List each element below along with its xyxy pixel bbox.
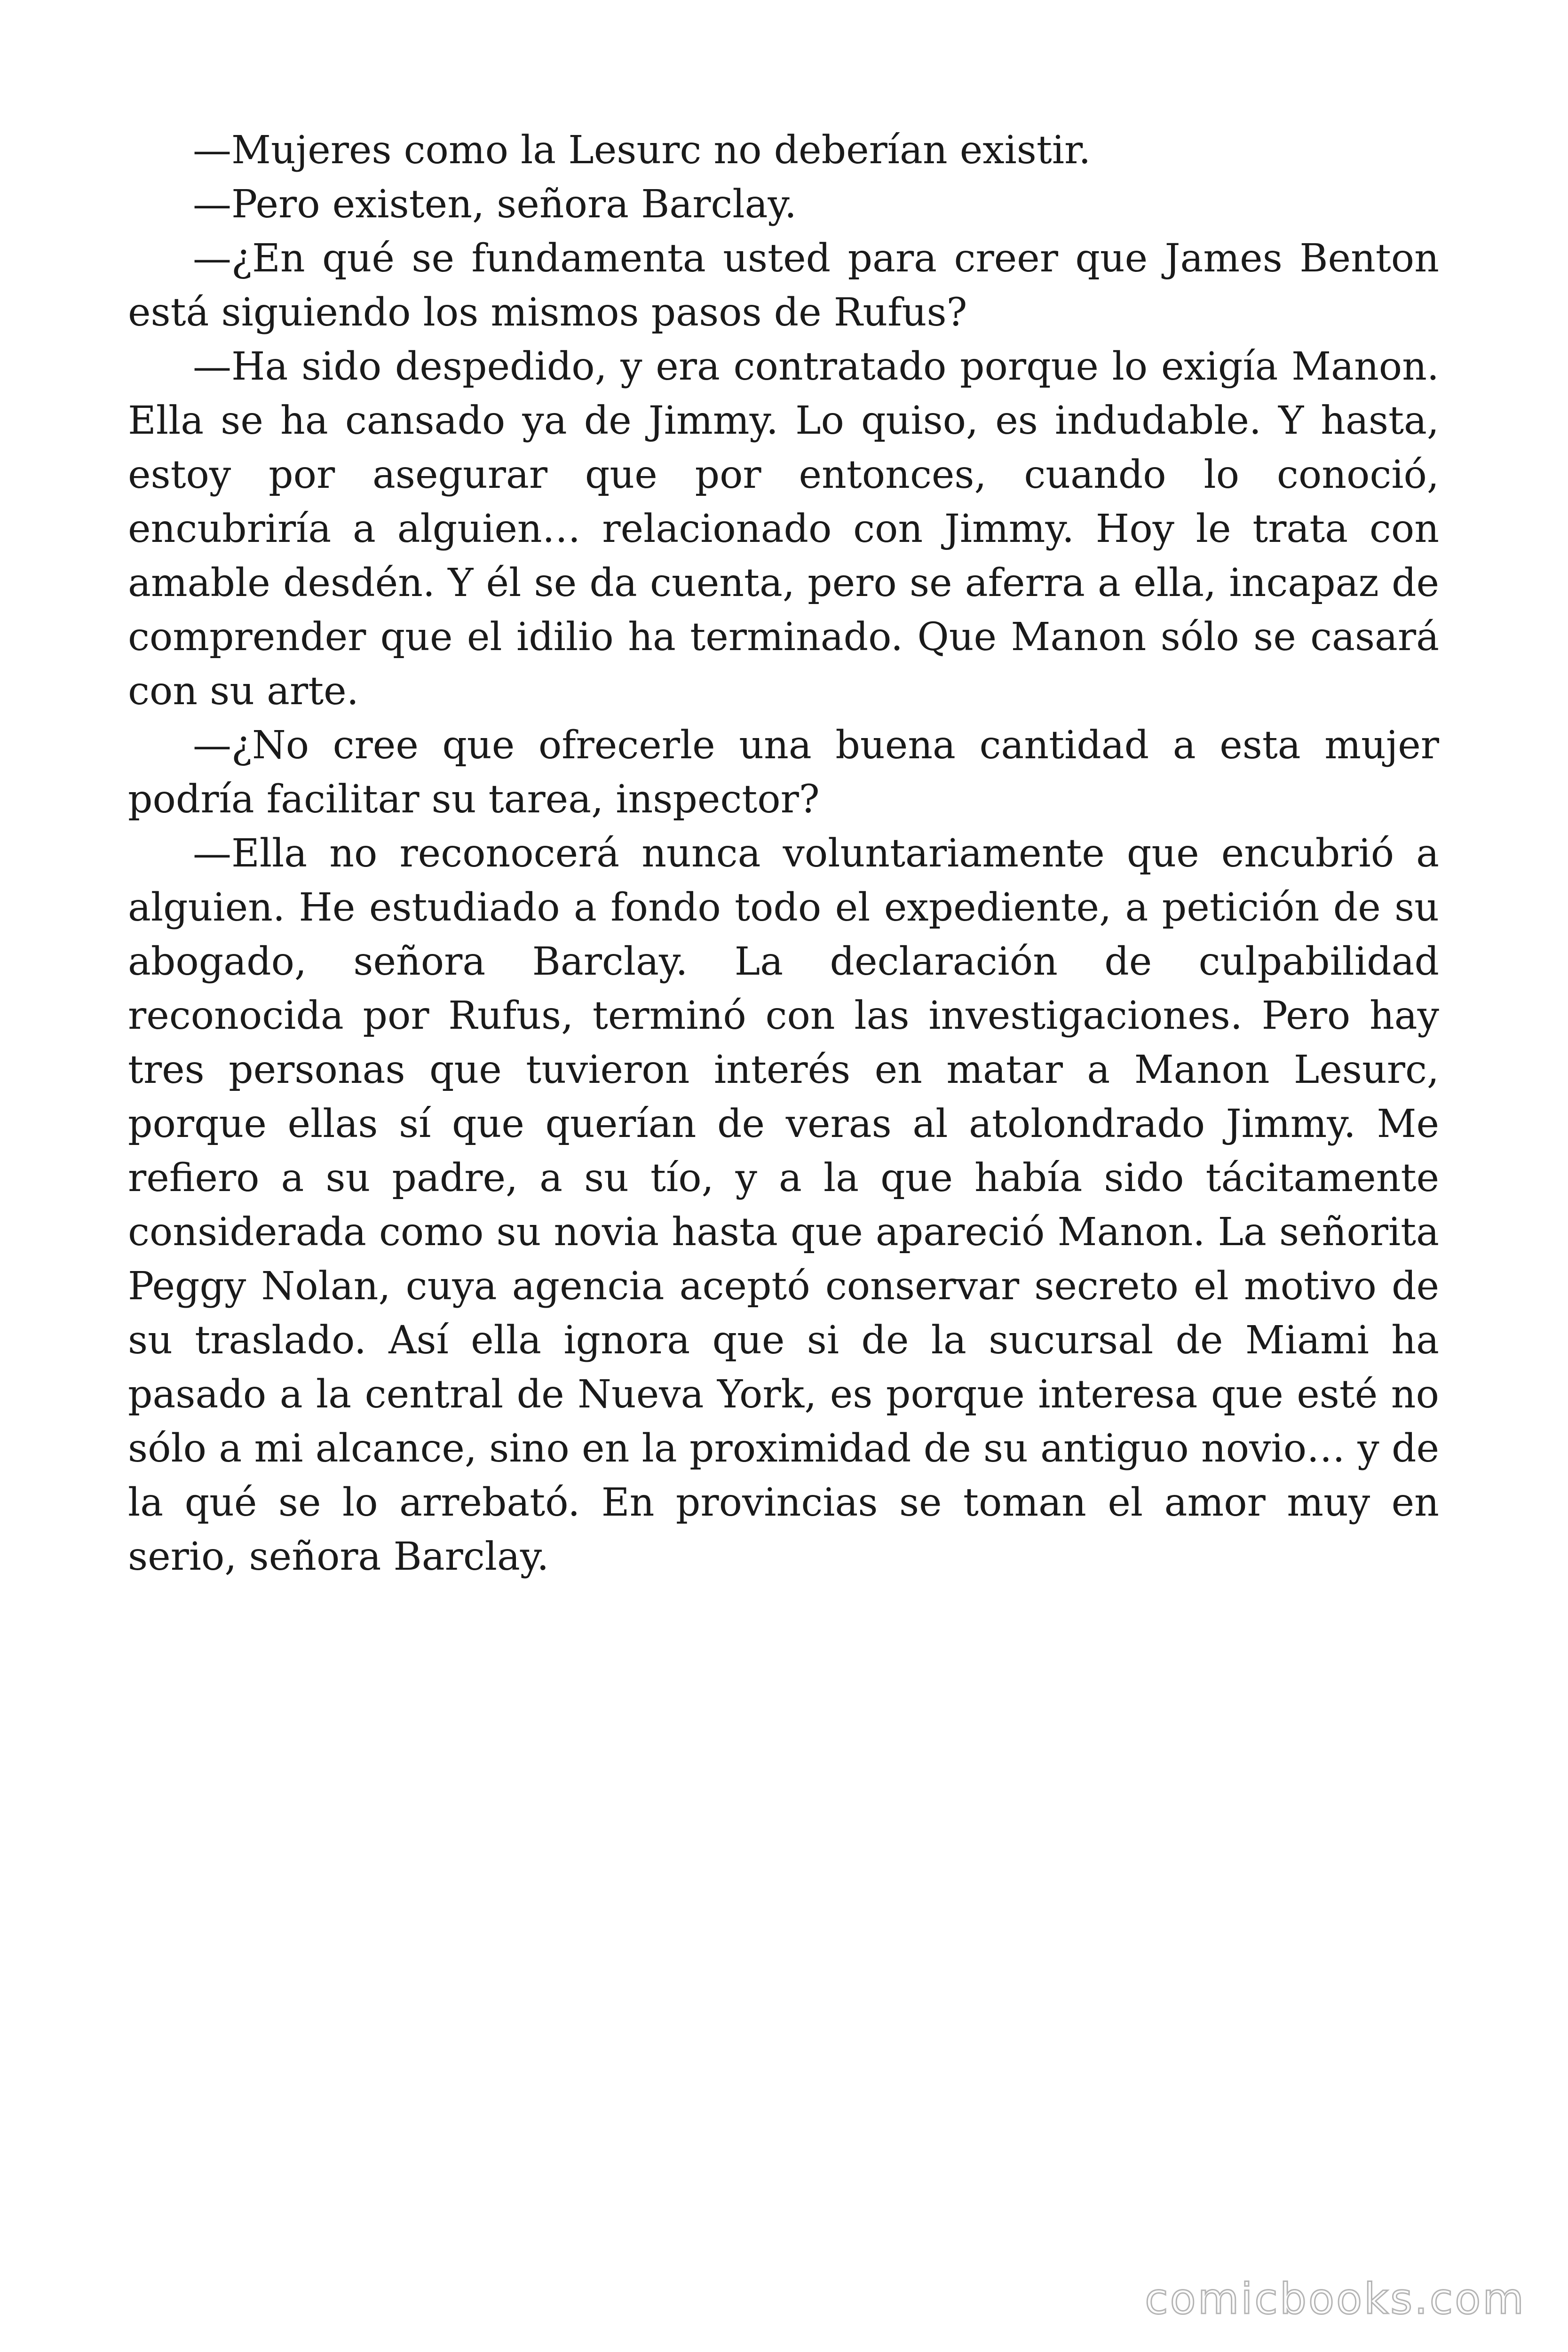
paragraph: —¿No cree que ofrecerle una buena cantidad a esta mujer podría facilitar su tarea, inspector? [128, 723, 1439, 822]
page-body [128, 123, 1439, 1584]
paragraph: —¿En qué se fundamenta usted para creer que James Benton está siguiendo los mismos pasos de Rufus? [128, 236, 1439, 335]
paragraph: —Mujeres como la Lesurc no deberían existir. [193, 128, 1091, 173]
paragraph: —Pero existen, señora Barclay. [193, 182, 797, 227]
paragraph: —Ella no reconocerá nunca voluntariamente que encubrió a alguien. He estudiado a fondo todo el expediente, a petición de su abogado, señora Barclay. La declaración de culpabilidad reconocida por Rufus, terminó con las investigaciones. Pero hay tres personas que tuvieron interés en matar a Manon Lesurc, porque ellas sí que querían de veras al atolondrado Jimmy. Me refiero a su padre, a su tío, y a la que había sido tácitamente considerada como su novia hasta que apareció Manon. La señorita Peggy Nolan, cuya agencia aceptó conservar secreto el motivo de su traslado. Así ella ignora que si de la sucursal de Miami ha pasado a la central de Nueva York, es porque interesa que esté no sólo a mi alcance, sino en la proximidad de su antiguo novio… y de la qué se lo arrebató. En provincias se toman el amor muy en serio, señora Barclay. [128, 831, 1439, 1579]
watermark: comicbooks.com [1145, 2274, 1526, 2324]
paragraph: —Ha sido despedido, y era contratado porque lo exigía Manon. Ella se ha cansado ya de Jimmy. Lo quiso, es indudable. Y hasta, estoy por asegurar que por entonces, cuando lo conoció, encubriría a alguien… relacionado con Jimmy. Hoy le trata con amable desdén. Y él se da cuenta, pero se aferra a ella, incapaz de comprender que el idilio ha terminado. Que Manon sólo se casará con su arte. [128, 344, 1439, 714]
